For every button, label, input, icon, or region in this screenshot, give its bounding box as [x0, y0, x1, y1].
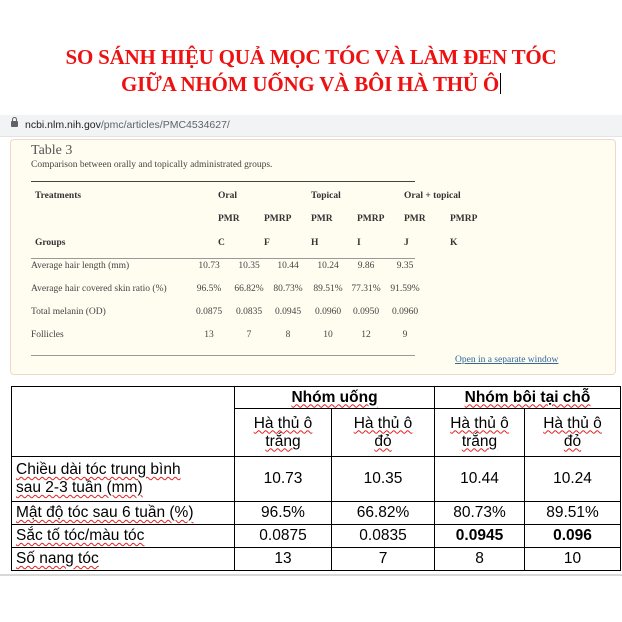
table-row [12, 502, 621, 525]
subtype: PMR [218, 214, 240, 224]
group-letter: K [450, 238, 458, 248]
row-label: Sắc tố tóc/màu tóc [12, 525, 235, 548]
table-row [12, 525, 621, 548]
cell: 10 [323, 330, 333, 340]
cell: 10.35 [332, 457, 435, 502]
cell: 89.51% [313, 284, 343, 294]
table-row [12, 548, 621, 571]
cell: 66.82% [234, 284, 264, 294]
cell: 10.35 [238, 261, 260, 271]
cell: 0.0835 [235, 307, 263, 317]
cell: 96.5% [235, 502, 332, 525]
row-label: Mật độ tóc sau 6 tuần (%) [12, 502, 235, 525]
column-header: Hà thủ ô trắng [235, 409, 332, 457]
cell: 89.51% [525, 502, 621, 525]
text-cursor [500, 73, 501, 94]
table-top-rule [31, 181, 415, 182]
ncbi-table-panel [10, 139, 616, 375]
open-separate-window-link[interactable]: Open in a separate window [455, 355, 559, 365]
cell: 7 [246, 330, 252, 340]
cell-highlighted: 0.096 [525, 525, 621, 548]
lock-icon [11, 121, 18, 127]
column-header: Hà thủ ô trắng [435, 409, 525, 457]
url-text[interactable]: ncbi.nlm.nih.gov/pmc/articles/PMC4534627/ [25, 119, 230, 131]
column-header: Hà thủ ô đỏ [525, 409, 621, 457]
cell: 10.73 [235, 457, 332, 502]
table-caption: Comparison between orally and topically administrated groups. [31, 160, 273, 170]
title-line-1: SO SÁNH HIỆU QUẢ MỌC TÓC VÀ LÀM ĐEN TÓC [65, 45, 557, 69]
row-label: Average hair length (mm) [31, 261, 130, 271]
cell: 0.0875 [195, 307, 223, 317]
row-label: Chiều dài tóc trung bình sau 2-3 tuần (mm) [12, 457, 235, 502]
row-label: Total melanin (OD) [31, 307, 106, 317]
table-header-rule [31, 258, 415, 259]
cell: 8 [285, 330, 291, 340]
browser-address-bar[interactable] [0, 115, 622, 137]
vietnamese-comparison-table [11, 386, 621, 571]
column-header: Hà thủ ô đỏ [332, 409, 435, 457]
subtype: PMRP [450, 214, 478, 224]
page-title [0, 44, 622, 98]
cell: 7 [332, 548, 435, 571]
cell: 0.0950 [352, 307, 380, 317]
cell: 10 [525, 548, 621, 571]
cell: 80.73% [273, 284, 303, 294]
title-line-2: GIỮA NHÓM UỐNG VÀ BÔI HÀ THỦ Ô [120, 72, 500, 96]
cell: 12 [361, 330, 371, 340]
cell: 0.0960 [314, 307, 342, 317]
row-label: Average hair covered skin ratio (%) [31, 284, 167, 294]
cell: 9.35 [396, 261, 414, 271]
group-letter: F [264, 238, 270, 248]
cell: 96.5% [196, 284, 222, 294]
header-topical: Topical [311, 191, 341, 201]
table-bottom-rule [31, 355, 415, 356]
subtype: PMRP [357, 214, 385, 224]
cell: 13 [235, 548, 332, 571]
group-letter: C [218, 238, 225, 248]
header-oral-topical: Oral + topical [404, 191, 461, 201]
cell: 0.0835 [332, 525, 435, 548]
group-letter: I [357, 238, 361, 248]
header-groups: Groups [35, 238, 66, 248]
cell: 66.82% [332, 502, 435, 525]
subtype: PMRP [264, 214, 292, 224]
cell: 0.0875 [235, 525, 332, 548]
cell: 10.24 [525, 457, 621, 502]
cell: 0.0945 [274, 307, 302, 317]
cell: 10.44 [277, 261, 299, 271]
table-row [12, 457, 621, 502]
cell: 0.0960 [391, 307, 419, 317]
cell: 91.59% [390, 284, 420, 294]
row-label: Số nang tóc [12, 548, 235, 571]
group-topical-header: Nhóm bôi tại chỗ [435, 387, 621, 409]
group-oral-header: Nhóm uống [235, 387, 435, 409]
cell: 9 [402, 330, 408, 340]
cell-highlighted: 0.0945 [435, 525, 525, 548]
cell: 10.44 [435, 457, 525, 502]
table-label: Table 3 [31, 143, 73, 158]
header-treatments: Treatments [35, 191, 82, 201]
cell: 80.73% [435, 502, 525, 525]
cell: 77.31% [351, 284, 381, 294]
group-letter: H [311, 238, 319, 248]
cell: 13 [204, 330, 214, 340]
corner-cell [12, 387, 235, 457]
row-label: Follicles [31, 330, 64, 340]
subtype: PMR [311, 214, 333, 224]
cell: 10.73 [198, 261, 220, 271]
subtype: PMR [404, 214, 426, 224]
cell: 10.24 [317, 261, 339, 271]
header-oral: Oral [218, 191, 237, 201]
group-letter: J [404, 238, 409, 248]
page-divider [0, 574, 622, 576]
cell: 9.86 [357, 261, 375, 271]
cell: 8 [435, 548, 525, 571]
